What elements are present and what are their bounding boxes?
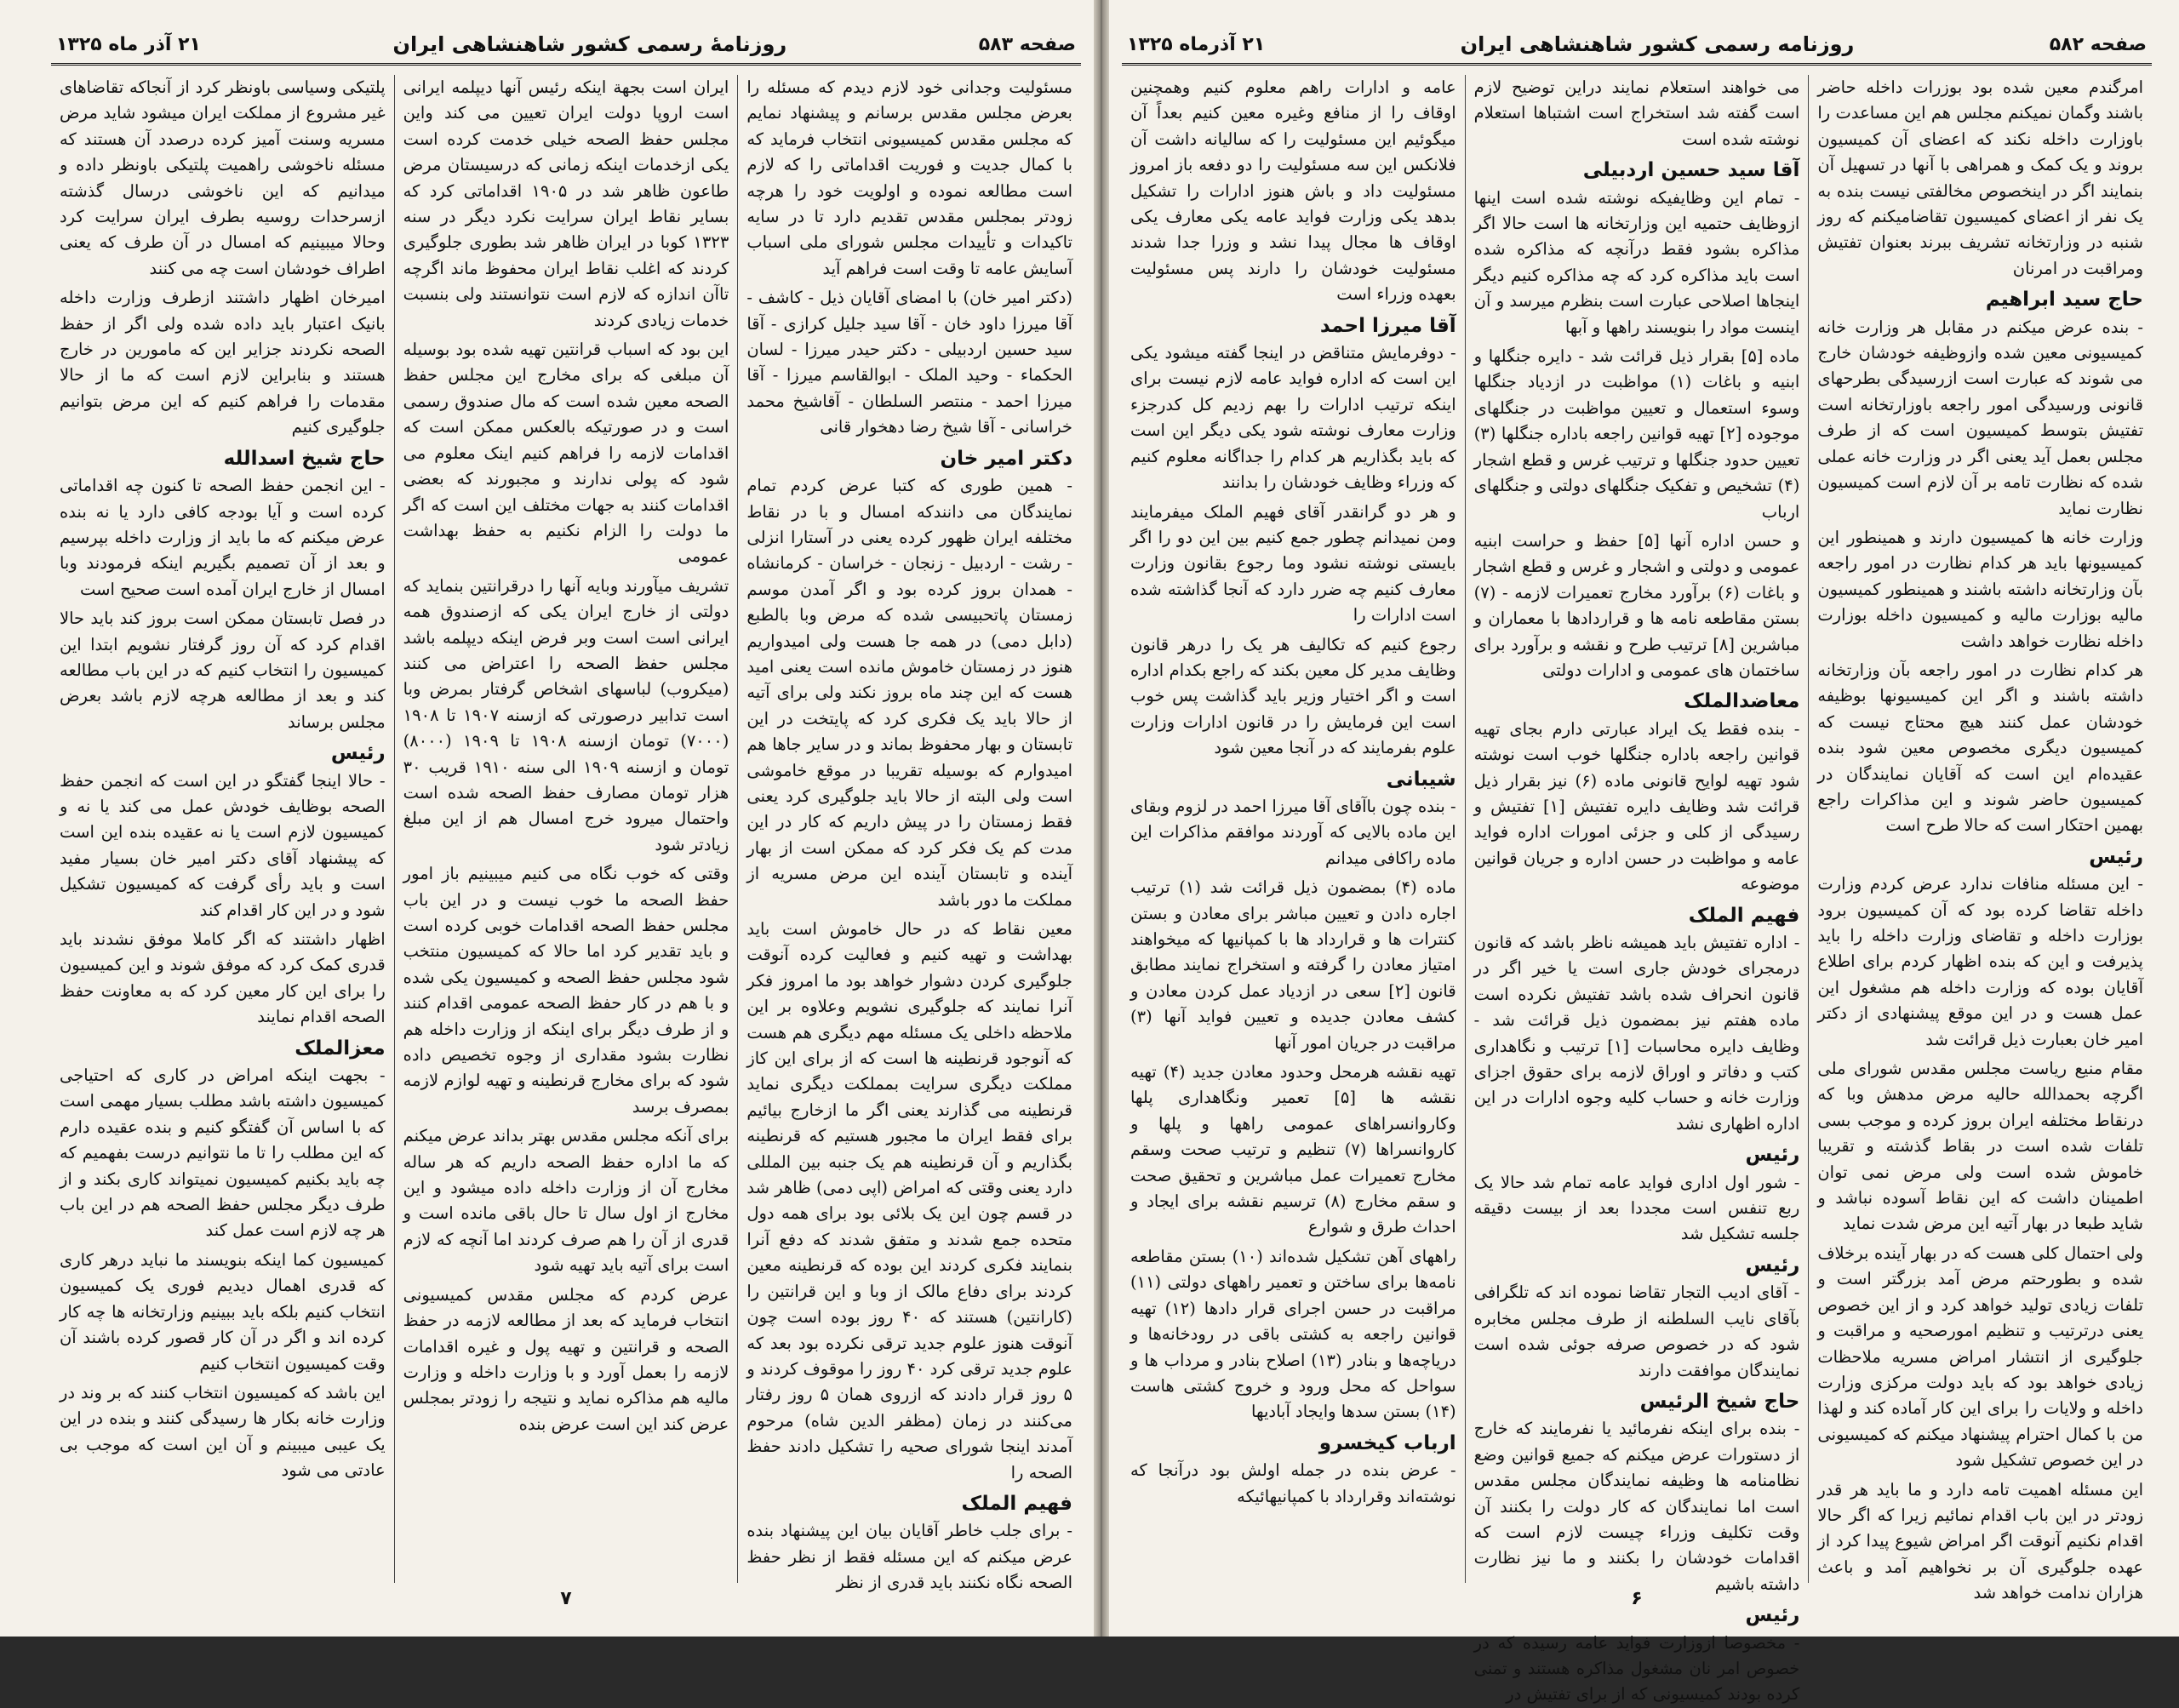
paragraph: ایران است بجهة اینکه رئیس آنها دیپلمه ایرانی است اروپا دولت ایران تعیین می کند واین مجلس حفظ الصحه خیلی خدمت کرده است یکی ازخدمات اینکه زمانی که درسیستان مرض طاعون ظاهر شد در ۱۹۰۵ اقداماتی کرد که بسایر نقاط ایران سرایت نکرد دیگر در سنه ۱۳۲۳ کوبا در ایران ظاهر شد بطوری جلوگیری کردند که اغلب نقاط ایران محفوظ ماند اگرچه تاآن اندازه که لازم است نتوانستند ولی بنسبت خدمات زیادی کردند [403, 77, 729, 330]
book-gutter [1094, 0, 1109, 1637]
left-page-footer-number: ۷ [560, 1588, 572, 1609]
right-col-3 [1122, 75, 1465, 1583]
speaker-name: ارباب کیخسرو [1318, 1431, 1456, 1454]
speaker-name: حاج سید ابراهیم [1985, 288, 2143, 311]
speaker-name: شیبانی [1386, 768, 1456, 791]
speaker-name: دکتر امیر خان [940, 447, 1072, 470]
paragraph: - بنده چون باآقای آقا میرزا احمد در لزوم وبقای این ماده بالایی که آوردند موافقم مذاکرات این ماده راکافی میدانم [1130, 796, 1456, 868]
paragraph: - بنده برای اینکه نفرمائید یا نفرمایند که خارج از دستورات عرض میکنم که جمیع قوانین وضع نظامنامه ها وظیفه نمایندگان مجلس مقدس است اما نمایندگان که کار دولت را بکنند آن وقت تکلیف وزراء چیست لازم است که اقدامات خودشان را بکنند و ما نیز نظارت داشته باشیم [1473, 1419, 1800, 1594]
paragraph: کمیسیون کما اینکه بنویسند ما نباید درهر کاری که قدری اهمال دیدیم فوری یک کمیسیون انتخاب کنیم بلکه باید ببینیم وزارتخانه ها چه کار کرده اند و اگر در آن کار قصور کرده باشند آن وقت کمیسیون انتخاب کنیم [59, 1249, 386, 1374]
speaker-name: رئیس [330, 742, 386, 765]
right-page [1122, 26, 2152, 1705]
paragraph: (دکتر امیر خان) با امضای آقایان ذیل - کاشف - آقا میرزا داود خان - آقا سید جلیل کرازی - آقا سید حسین اردبیلی - دکتر حیدر میرزا - لسان الحکماء - وحید الملک - ابوالقاسم میرزا - آقا میرزا احمد - منتصر السلطان - آقاشیخ محمد خراسانی - آقا شیخ رضا دهخوار قانی [746, 288, 1072, 437]
paragraph: - عرض بنده در جمله اولش بود درآنجا که نوشته‌اند وقرارداد با کمپانیهائیکه [1130, 1460, 1456, 1506]
paragraph: عرض کردم که مجلس مقدس کمیسیونی انتخاب فرماید که بعد از مطالعه لازمه در حفظ الصحه و قرانتین و تهیه پول و غیره اقدامات لازمه را بعمل آورد و با وزارت داخله و وزارت مالیه هم مذاکره نماید و نتیجه را زودتر بمجلس عرض کند این است عرض بنده [403, 1284, 729, 1434]
right-page-footer-number: ۶ [1631, 1588, 1643, 1609]
paragraph: این باشد که کمیسیون انتخاب کنند که بر وند در وزارت خانه بکار ها رسیدگی کنند و بنده در این یک عیبی میبینم و آن این است که موجب بی عادتی می شود [59, 1382, 386, 1481]
paragraph: - همین طوری که کتبا عرض کردم تمام نمایندگان می دانندکه امسال و با در نقاط مختلفه ایران ظهور کرده یعنی در آستارا انزلی - رشت - اردبیل - زنجان - خراسان - کرمانشاه - همدان بروز کرده بود و اگر آمدن موسم زمستان پاتحبیسی شده که مرض وبا بالطبع (دابل دمی) در همه جا هست ولی امیدواریم هنوز در زمستان خاموش مانده است یعنی امید هست که این چند ماه بروز نکند ولی برای آتیه از حالا باید یک فکری کرد که پایتخت در این تابستان و بهار محفوظ بماند و در سایر جاها هم امیدوارم که بوسیله تقریبا در موقع خاموشی است ولی البته از حالا باید جلوگیری کرد یعنی فقط زمستان را در پیش داریم که کار در این مدت کم یک فکر کرد که ممکن است از بهار آینده و تابستان آینده این مرض مسریه از مملکت ما دور باشد [746, 476, 1072, 910]
paragraph: ماده (۴) بمضمون ذیل قرائت شد (۱) ترتیب اجاره دادن و تعیین مباشر برای معادن و بستن کنترات ها و قرارداد ها با کمپانیها که میخواهند امتیاز معادن را گرفته و استخراج نمایند مطابق قانون [۲] سعی در ازدیاد عمل کردن معادن و کشف معادن جدیده و تعیین فواید آنها (۳) مراقبت در جریان امور آنها [1130, 877, 1456, 1053]
paragraph: - مخصوصا ازوزارت فواید عامه رسیده که در خصوص امر نان مشغول مذاکره هستند و تمنی کرده بودند کمیسیونی که از برای تفتیش در [1473, 1632, 1800, 1705]
paragraph: می خواهند استعلام نمایند دراین توضیح لازم است گفته شد استخراج است اشتباها استعلام نوشته شده است [1473, 77, 1800, 149]
paragraph: وقتی که خوب نگاه می کنیم میبینیم باز امور حفظ الصحه ما خوب نیست و در این باب مجلس حفظ الصحه اقدامات خوبی کرده است و باید تقدیر کرد اما حالا که کمیسیون منتخب شود مجلس حفظ الصحه و کمیسیون یکی شده و با هم در کار حفظ الصحه عمومی اقدام کنند و از طرف دیگر برای اینکه از وزارت داخله هم نظارت بشود مقداری از وجوه تخصیص داده شود که برای مخارج قرنطینه و تهیه لوازم لازمه بمصرف برسد [403, 864, 729, 1117]
right-page-header [1122, 26, 2152, 66]
paragraph: و حسن اداره آنها [۵] حفظ و حراست ابنیه عمومی و دولتی و اشجار و غرس و قطع اشجار و باغات (۶) برآورد مخارج تعمیرات لازمه - (۷) بستن مقاطعه نامه ها و قراردادها با معماران و مباشرین [۸] ترتیب طرح و نقشه و برآورد برای ساختمان های عمومی و ادارات دولتی [1473, 530, 1800, 680]
paragraph: - بجهت اینکه امراض در کاری که احتیاجی کمیسیون داشته باشد مطلب بسیار مهمی است که با اساس آن گفتگو کنیم و بنده عقیده دارم که این مطلب را تا ما نتوانیم درست بفهمیم که چه باید بکنیم کمیسیون نمیتواند کاری بکند و از طرف دیگر مجلس حفظ الصحه هم در این باب هر چه لازم است عمل کند [59, 1065, 386, 1241]
paragraph: برای آنکه مجلس مقدس بهتر بداند عرض میکنم که ما اداره حفظ الصحه داریم که هر ساله مخارج آن از وزارت داخله داده میشود و این مخارج از اول سال تا حال باقی مانده است و قدری از آن را هم صرف کردند اما آنچه که لازم است برای آتیه باید تهیه شود [403, 1126, 729, 1276]
paragraph: ماده [۵] بقرار ذیل قرائت شد - دایره جنگلها و ابنیه و باغات (۱) مواظبت در ازدیاد جنگلها وسوء استعمال و تعیین مواظبت در جنگلهای موجوده [۲] تهیه قوانین راجعه باداره جنگلها (۳) تعیین حدود جنگلها و ترتیب غرس و قطع اشجار (۴) تشخیص و تفکیک جنگلهای دولتی و جنگلهای ارباب [1473, 346, 1800, 522]
right-page-columns [1122, 75, 2152, 1705]
right-page-number-label: صفحه ۵۸۲ [2049, 33, 2147, 55]
right-col-2 [1465, 75, 1809, 1705]
speaker-name: فهیم الملک [1688, 904, 1800, 927]
paragraph: پلتیکی وسیاسی باونظر کرد از آنجاکه تقاضاهای غیر مشروع از مملکت ایران میشود شاید مرض مسریه وسنت آمیز کرده درصدد آن هستند که مسئله ناخوشی راهمیت پلتیکی باونظر داده و میدانیم که این ناخوشی درسال گذشته ازسرحدات روسیه بطرف ایران سرایت کرد وحالا میبینیم که امسال در آن طرف که یعنی اطراف خودشان است چه می کنند [59, 77, 386, 278]
left-page-header [51, 26, 1081, 66]
paragraph: مسئولیت وجدانی خود لازم دیدم که مسئله را بعرض مجلس مقدس برسانم و پیشنهاد نمایم که مجلس مقدس کمیسیونی انتخاب فرماید که با کمال جدیت و فوریت اقداماتی را که لازم است مطالعه نموده و اولویت خود را هرچه زودتر بمجلس مقدس تقدیم دارد تا در سایه تاکیدات و تأییدات مجلس شورای ملی اسباب آسایش عامه تا وقت است فراهم آید [746, 77, 1072, 278]
left-page-number-label: صفحه ۵۸۳ [978, 33, 1076, 55]
speaker-name: فهیم الملک [961, 1492, 1072, 1515]
left-col-3 [51, 75, 394, 1583]
speaker-name: رئیس [1745, 1254, 1800, 1277]
left-col-1 [737, 75, 1081, 1593]
speaker-name: رئیس [1745, 1144, 1800, 1167]
paragraph: تشریف میآورند وبایه آنها را درقرانتین بنماید که دولتی از خارج ایران یکی که ازصندوق همه ایرانی است است وبر فرض اینکه دیپلمه باشد مجلس حفظ الصحه را اعتراض می کنند (میکروب) لباسهای اشخاص گرفتار بمرض وبا است تدابیر درصورتی که ازسنه ۱۹۰۷ تا ۱۹۰۸ (۷۰۰۰) تومان ازسنه ۱۹۰۸ تا ۱۹۰۹ (۸۰۰۰) تومان و ازسنه ۱۹۰۹ الی سنه ۱۹۱۰ قریب ۳۰ هزار تومان مصارف حفظ الصحه شده است واحتمال میرود خرج امسال هم از این مبلغ زیادتر شود [403, 575, 729, 854]
left-page-columns [51, 75, 1081, 1593]
paragraph: - بنده فقط یک ایراد عبارتی دارم بجای تهیه قوانین راجعه باداره جنگلها خوب است نوشته شود تهیه لوایح قانونی ماده (۶) نیز بقرار ذیل قرائت شد وظایف دایره تفتیش [۱] تفتیش و رسیدگی از کلی و جزئی امورات اداره فواید عامه و مواظبت در حسن اداره و جریان قوانین موضوعه [1473, 718, 1800, 894]
paragraph: - این انجمن حفظ الصحه تا کنون چه اقداماتی کرده است و آیا بودجه کافی دارد یا نه بنده عرض میکنم که ما باید از وزارت داخله بپرسیم و بعد از آن تصمیم بگیریم اینکه فرمودند وبا امسال از خارج ایران آمده است صحیح است [59, 476, 386, 599]
speaker-name: معاضدالملک [1684, 690, 1800, 713]
paragraph: - اداره تفتیش باید همیشه ناظر باشد که قانون درمجرای خودش جاری است یا خیر اگر در قانون انحراف شده باشد تفتیش نکرده است ماده هفتم نیز بمضمون ذیل قرائت شد - وظایف دایره محاسبات [۱] ترتیب و نگاهداری کتب و دفاتر و اوراق لازمه برای حقوق اجزای وزارت خانه و حساب کلیه وجوه ادارات در این اداره اظهاری نشد [1473, 933, 1800, 1134]
paragraph: این بود که اسباب قرانتین تهیه شده بود بوسیله آن مبلغی که برای مخارج این مجلس حفظ الصحه معین شده است که مال صندوق رسمی است و در صورتیکه بالعکس ممکن است که اقدامات لازمه را فراهم کنیم اینک معلوم می شود که پولی ندارند و مجبورند که بعضی اقدامات کنند به جهات مختلف این است که اگر ما دولت را الزام نکنیم به حفظ بهداشت عمومی [403, 340, 729, 567]
paragraph: امیرخان اظهار داشتند ازطرف وزارت داخله بانیک اعتبار باید داده شده ولی اگر از حفظ الصحه نکردند جزایر این که مامورین در خارج هستند و بنابراین لازم است که ما از حالا مقدمات را فراهم کنیم که این مرض بتوانیم جلوگیری کنیم [59, 288, 386, 437]
paragraph: راههای آهن تشکیل شده‌اند (۱۰) بستن مقاطعه نامه‌ها برای ساختن و تعمیر راههای دولتی (۱۱) مراقبت در حسن اجرای قرار دادها (۱۲) تهیه قوانین راجعه به کشتی باقی در رودخانه‌ها و دریاچه‌ها و بنادر (۱۳) اصلاح بنادر و مرداب ها و سواحل که محل ورود و خروج کشتی هاست (۱۴) بستن سدها وایجاد آبادیها [1130, 1246, 1456, 1422]
paragraph: اظهار داشتند که اگر کاملا موفق نشدند باید قدری کمک کرد که موفق شوند و این کمیسیون را برای این کار معین کرد که به معاونت حفظ الصحه اقدام نمایند [59, 929, 386, 1027]
paragraph: امرگندم معین شده بود بوزرات داخله حاضر باشند وگمان نمیکنم مجلس هم این مساعدت را باوزارت داخله نکند که اعضای آن کمیسیون بروند و یک کمک و همراهی با آنها در تسهیل آن بنمایند اگر در اینخصوص مخالفتی نیست بنده به یک نفر از اعضای کمیسیون تقاضامیکنم که روز شنبه در وزارتخانه تشریف ببرند بعنوان تفتیش ومراقبت در امرنان [1817, 77, 2143, 278]
paragraph: عامه و ادارات راهم معلوم کنیم وهمچنین اوقاف را از منافع وغیره معین کنیم بعداً آن میگوئیم این مسئولیت را که سالیانه داشت آن فلانکس این سه مسئولیت را دو دفعه باز امروز مسئولیت داد و باش هنوز ادارات را تشکیل بدهد یکی وزارت فواید عامه یکی معارف یکی اوقاف ها مجال پیدا نشد و وزرا جدا شدند مسئولیت خودشان را دارند پس مسئولیت بعهده وزراء است [1130, 77, 1456, 305]
left-col-2 [394, 75, 738, 1583]
paragraph: رجوع کنیم که تکالیف هر یک را درهر قانون وظایف مدیر کل معین بکند که راجع بکدام اداره است و اگر اختیار وزیر باید گذاشت پس خوب است این فرمایش را در قانون ادارات وزارت علوم بفرمایند که در آنجا معین شود [1130, 634, 1456, 758]
speaker-name: آقا میرزا احمد [1319, 314, 1456, 337]
right-col-1 [1808, 75, 2152, 1603]
paragraph: - حالا اینجا گفتگو در این است که انجمن حفظ الصحه بوظایف خودش عمل می کند یا نه و کمیسیون لازم است یا نه عقیده بنده این است که پیشنهاد آقای دکتر امیر خان بسیار مفید است و باید رأی گرفت که کمیسیون تشکیل شود و در این کار اقدام کند [59, 770, 386, 920]
paragraph: معین نقاط که در حال خاموش است باید بهداشت و تهیه کنیم و فعالیت کرده آنوقت جلوگیری کردن دشوار خواهد بود ما امروز فکر آنرا نمایند که جلوگیری نشویم وعلاوه بر این ملاحظه داخلی یک مسئله مهم دیگری هم هست که آنوجود قرنطینه ها است که از برای این کاز مملکت دیگری سرایت بمملکت دیگری نماید قرنطینه می گذارند یعنی اگر ما ازخارج بیائیم برای فقط ایران ما مجبور هستیم که قرنطینه بگذاریم و آن قرنطینه هم یک جنبه بین المللی دارد یعنی وقتی که امراض (اپی دمی) ظاهر شد در قسم چون این یک بلائی بود برای همه دول متحده جمع شدند و متفق شدند که دفع آنرا بنمایند فکری کردند این بوده که قرنطینه معین کردند برای دفاع مالک از وبا و این قرانتین را (کارانتین) هستند که ۴۰ روز بوده است چون آنوقت هنوز علوم جدید ترقی نکرده بود بعد که علوم جدید ترقی کرد ۴۰ روز را موقوف کردند و ۵ روز قرار دادند که ازروی همان ۵ روز رفتار می‌کنند در زمان (مظفر الدین شاه) مرحوم آمدند اینجا شورای صحیه را تشکیل دادند حفظ الصحه را [746, 919, 1072, 1482]
speaker-name: معزالملک [295, 1037, 386, 1060]
speaker-name: رئیس [2089, 845, 2143, 868]
paragraph: - بنده عرض میکنم در مقابل هر وزارت خانه کمیسیونی معین شده وازوظیفه خودشان خارج می شوند که عبارت است ازرسیدگی بطرحهای قانونی ورسیدگی امور راجعه باوزارتخانه است تفتیش بتوسط کمیسیون است که از طرف مجلس بعمل آید یعنی اگر در وزارت خانه عملی شده که نظارت تامه بر آن لازم است کمیسیون نظارت نماید [1817, 317, 2143, 518]
left-page-masthead: روزنامهٔ رسمی کشور شاهنشاهی ایران [392, 32, 787, 56]
left-page [51, 26, 1081, 1617]
paragraph: - آقای ادیب التجار تقاضا نموده اند که تلگرافی بآقای نایب السلطنه از طرف مجلس مخابره شود که در خصوص صرفه جوئی شده است نمایندگان موافقت دارند [1473, 1282, 1800, 1380]
paragraph: ولی احتمال کلی هست که در بهار آینده برخلاف شده و بطورحتم مرض آمد بزرگتر است و تلفات زیادی تولید خواهد کرد و از این خصوص یعنی درترتیب و تنظیم امورصحیه و مراقبت و جلوگیری از انتشار امراض مسریه ملاحظات زیادی خواهد بود که باید دولت مرکزی وزارت داخله و ولایات را برای این کار آماده کند و لهذا من با کمال احترام پیشنهاد میکنم که کمیسیونی در این خصوص تشکیل شود [1817, 1242, 2143, 1471]
speaker-name: حاج شیخ الرئیس [1639, 1390, 1800, 1413]
left-page-date: ۲۱ آذر ماه ۱۳۲۵ [56, 33, 201, 55]
paragraph: این مسئله اهمیت تامه دارد و ما باید هر قدر زودتر در این باب اقدام نمائیم زیرا که اگر حالا اقدام نکنیم آنوقت اگر امراض شیوع پیدا کرد از عهده جلوگیری آن بر نخواهیم آمد و باعث هزاران ندامت خواهد شد [1817, 1479, 2143, 1603]
speaker-name: حاج شیخ اسدالله [223, 447, 386, 470]
paragraph: تهیه نقشه هرمحل وحدود معادن جدید (۴) تهیه نقشه ها [۵] تعمیر ونگاهداری پلها وکاروانسراهای عمومی راهها و پلها و کاروانسراها (۷) تنظیم و ترتیب صحت وسقم مخارج تعمیرات عمل مباشرین و تحقیق صحت و سقم مخارج (۸) ترسیم نقشه برای ایجاد و احداث طرق و شوارع [1130, 1062, 1456, 1237]
speaker-name: رئیس [1745, 1604, 1800, 1627]
right-page-masthead: روزنامه رسمی کشور شاهنشاهی ایران [1460, 32, 1855, 56]
speaker-name: آقا سید حسین اردبیلی [1582, 159, 1800, 182]
paragraph: - برای جلب خاطر آقایان بیان این پیشنهاد بنده عرض میکنم که این مسئله فقط از نظر حفظ الصحه نگاه نکنند باید قدری از نظر [746, 1521, 1072, 1593]
paragraph: وزارت خانه ها کمیسیون دارند و همینطور این کمیسیونها باید هر کدام نظارت در امور راجعه بآن وزارتخانه داشته باشند و همینطور کمیسیون مالیه بوزارت مالیه و کمیسیون داخله بوزارت داخله نظارت خواهد داشت [1817, 527, 2143, 651]
paragraph: - شور اول اداری فواید عامه تمام شد حالا یک ربع تنفس است مجددا بعد از بیست دقیقه جلسه تشکیل شد [1473, 1172, 1800, 1244]
paragraph: مقام منیع ریاست مجلس مقدس شورای ملی اگرچه بحمدالله حالیه مرض مدهش وبا که درنقاط مختلفه ایران بروز کرده و موجب بسی تلفات شده است در بقاط گذشته و تقریبا خاموش شده است ولی مرض نمی توان اطمینان داشت که این نقاط آسوده نباشد و شاید طبعا در بهار آتیه این مرض شدت نماید [1817, 1059, 2143, 1234]
right-page-date: ۲۱ آذرماه ۱۳۲۵ [1127, 33, 1266, 55]
paragraph: در فصل تابستان ممکن است بروز کند باید حالا اقدام کرد که آن روز گرفتار نشویم ابتدا این کمیسیون را انتخاب کنیم که در این باب مطالعه کند و بعد از مطالعه هرچه لازم باشد بعرض مجلس برساند [59, 608, 386, 732]
paragraph: هر کدام نظارت در امور راجعه بآن وزارتخانه داشته باشند و اگر این کمیسیونها بوظیفه خودشان عمل کنند هیچ محتاج نیست که کمیسیون دیگری مخصوص معین شود بنده عقیده‌ام این است که آقایان نمایندگان در کمیسیون حاضر شوند و این مذاکرات راجع بهمین احتکار است که حالا طرح است [1817, 660, 2143, 836]
paragraph: - دوفرمایش متناقض در اینجا گفته میشود یکی این است که اداره فواید عامه لازم نیست برای اینکه ترتیب ادارات را بهم زدیم کل کدرجزء وزارت معارف نوشته شود یکی دیگر این است که باید بگذاریم هر کدام را جداگانه معلوم کنیم که وزراء وظایف خودشان را بدانند [1130, 343, 1456, 493]
paragraph: - تمام این وظایفیکه نوشته شده است اینها ازوظایف حتمیه این وزارتخانه ها است حالا اگر مذاکره بشود فقط درآنچه که مذاکره شده است باید مذاکره کرد که چه مذاکره کنیم دیگر اینجاها اصلاحی عبارت است بنظرم میرسد و آن اینست مواد را بنویسند راهها و آبها [1473, 187, 1800, 337]
paragraph: و هر دو گرانقدر آقای فهیم الملک میفرمایند ومن نمیدانم چطور جمع کنیم بین این دو را اگر بایستی نوشته نشود وما رجوع بقانون وزارت معارف کنیم چه ضرر دارد که آنجا گذاشته شده است ادارات را [1130, 501, 1456, 626]
paragraph: - این مسئله منافات ندارد عرض کردم وزارت داخله تقاضا کرده بود که آن کمیسیون برود بوزارت داخله و تقاضای وزارت داخله را باید پذیرفت و این که بنده اظهار کردم برای اطلاع آقایان بوده که وزارت داخله هم مشغول این عمل هست و در این موقع پیشنهادی از دکتر امیر خان بعبارت ذیل قرائت شد [1817, 874, 2143, 1049]
